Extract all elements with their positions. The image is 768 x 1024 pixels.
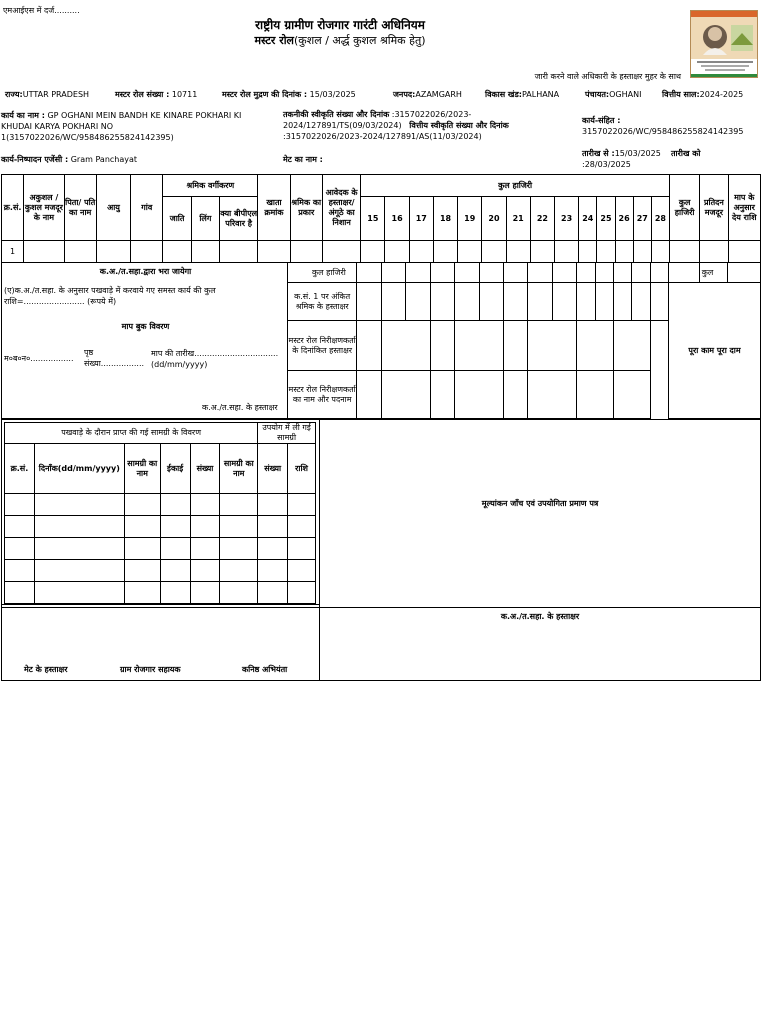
je-fill-heading: क.अ./त.सहा.द्वारा भरा जायेगा bbox=[99, 267, 192, 276]
col-daily-wage: प्रतिदन मजदूर bbox=[700, 175, 728, 241]
signature-section bbox=[1, 607, 761, 681]
col-worker-type: श्रमिक का प्रकार bbox=[290, 175, 322, 241]
district-field: जनपद:AZAMGARH bbox=[393, 90, 462, 99]
financial-year-field: वित्तीय साल:2024-2025 bbox=[662, 90, 744, 99]
junior-engineer-signature: कनिष्ठ अभियंता bbox=[242, 665, 288, 674]
day-19: 19 bbox=[458, 197, 482, 241]
muster-number-field: मस्टर रोल संख्या : 10711 bbox=[115, 90, 198, 99]
gandhi-mgnrega-logo bbox=[690, 10, 758, 78]
page-subtitle bbox=[0, 33, 680, 48]
measurement-book-heading: माप बुक विवरण bbox=[121, 322, 170, 331]
col-account: खाता क्रमांक bbox=[258, 175, 290, 241]
mis-entry-note: एमआईएस में दर्ज.......... bbox=[3, 6, 80, 15]
print-date-field: मस्टर रोल मुद्रण की दिनांक : 15/03/2025 bbox=[222, 90, 356, 99]
page-title: राष्ट्रीय ग्रामीण रोजगार गारंटी अधिनियम bbox=[255, 18, 425, 32]
day-25: 25 bbox=[597, 197, 615, 241]
mat-col-amount: राशि bbox=[288, 444, 316, 494]
je-signature-label: क.अ./त.सहा. के हस्ताक्षर bbox=[202, 403, 278, 412]
day-17: 17 bbox=[409, 197, 433, 241]
date-range-field: तारीख से :15/03/2025 तारीख को :28/03/2025 bbox=[582, 149, 701, 169]
col-village: गांव bbox=[131, 175, 163, 241]
full-work-full-wage: पूरा काम पूरा दाम bbox=[669, 283, 761, 419]
day-28: 28 bbox=[651, 197, 669, 241]
day-22: 22 bbox=[530, 197, 554, 241]
state-field: राज्य:UTTAR PRADESH bbox=[5, 90, 90, 99]
day-16: 16 bbox=[385, 197, 409, 241]
subtitle-rest: (कुशल / अर्द्ध कुशल श्रमिक हेतु) bbox=[294, 34, 426, 47]
summary-table bbox=[287, 262, 761, 419]
panchayat-field: पंचायत:OGHANI bbox=[585, 90, 642, 99]
work-code-block: कार्य-संहित : 3157022026/WC/958486255824142395 bbox=[582, 116, 744, 136]
mat-col-used-qty: संख्या bbox=[258, 444, 288, 494]
col-worker-class: श्रमिक वर्गीकरण bbox=[163, 175, 258, 197]
je-fill-section bbox=[1, 263, 288, 419]
sum-inspector-name-label: मस्टर रोल निरीक्षणकर्ता का नाम और पदनाम bbox=[288, 371, 357, 419]
material-used-heading: उपयोग में ली गई सामग्री bbox=[258, 423, 316, 444]
sum-total-attendance-label: कुल हाजिरी bbox=[288, 263, 357, 283]
sum-kul-label: कुल bbox=[699, 263, 728, 283]
col-applicant-sign: आवेदक के हस्ताक्षर/ अंगूठे का निशान bbox=[322, 175, 360, 241]
col-sno: क्र.सं. bbox=[2, 175, 24, 241]
day-24: 24 bbox=[579, 197, 597, 241]
gram-rozgar-sahayak-signature: ग्राम रोजगार सहायक bbox=[120, 665, 181, 674]
block-field: विकास खंड:PALHANA bbox=[485, 90, 560, 99]
col-payable-amount: माप के अनुसार देय राशि bbox=[728, 175, 760, 241]
col-gender: लिंग bbox=[191, 197, 219, 241]
page-number-field: पृष्ठ संख्या................. bbox=[84, 348, 145, 368]
mat-col-date: दिनाँक(dd/mm/yyyy) bbox=[34, 444, 124, 494]
subtitle-bold: मस्टर रोल bbox=[254, 34, 295, 47]
day-21: 21 bbox=[506, 197, 530, 241]
mate-name-field: मेट का नाम : bbox=[283, 155, 323, 164]
mat-col-name: सामग्री का नाम bbox=[124, 444, 160, 494]
work-name-block: कार्य का नाम : GP OGHANI MEIN BANDH KE KINARE POKHARI KI KHUDAI KARYA POKHARI NO 1(3157022026/WC/958486255824142395) bbox=[1, 111, 242, 142]
col-attendance: कुल हाजिरी bbox=[361, 175, 670, 197]
table-row bbox=[2, 241, 761, 263]
sum-inspector-dated-sign-label: मस्टर रोल निरीक्षणकर्ता के दिनांकित हस्ताक्षर bbox=[288, 321, 357, 371]
day-18: 18 bbox=[433, 197, 457, 241]
mb-number-field: म०ब०न०................. bbox=[4, 354, 74, 363]
day-23: 23 bbox=[555, 197, 579, 241]
day-15: 15 bbox=[361, 197, 385, 241]
issuing-officer-signature: जारी करने वाले अधिकारी के हस्ताक्षर मुहर के साथ bbox=[534, 72, 681, 81]
col-bpl: क्या बीपीएल परिवार है bbox=[219, 197, 257, 241]
material-received-heading: पखवाड़े के दौरान प्राप्त की गई सामग्री के विवरण bbox=[5, 423, 258, 444]
table-row bbox=[5, 582, 316, 604]
table-row bbox=[5, 516, 316, 538]
col-father-name: पिता/ पति का नाम bbox=[64, 175, 96, 241]
day-26: 26 bbox=[615, 197, 633, 241]
day-20: 20 bbox=[482, 197, 506, 241]
mate-signature: मेट के हस्ताक्षर bbox=[24, 665, 68, 674]
mb-date-field: माप की तारीख................................. (dd/mm/yyyy) bbox=[151, 349, 279, 369]
material-table bbox=[4, 422, 316, 604]
mat-col-qty: संख्या bbox=[190, 444, 220, 494]
col-total-attendance: कुल हाजिरी bbox=[670, 175, 700, 241]
agency-field: कार्य-निष्पादन एजेंसी : Gram Panchayat bbox=[1, 155, 138, 164]
row-sno: 1 bbox=[2, 241, 24, 263]
total-amount-note: (ए)क.अ./त.सहा. के अनुसार पखवाड़े में करवाये गए समस्त कार्य की कुल राशि=........................ (रूपये में) bbox=[4, 286, 216, 306]
col-age: आयु bbox=[96, 175, 130, 241]
je-signature-footer: क.अ./त.सहा. के हस्ताक्षर bbox=[500, 612, 580, 621]
col-caste: जाति bbox=[163, 197, 191, 241]
day-27: 27 bbox=[633, 197, 651, 241]
table-row bbox=[5, 560, 316, 582]
muster-roll-table bbox=[1, 174, 761, 263]
col-worker-name: अकुशल / कुशल मजदूर के नाम bbox=[24, 175, 64, 241]
mat-col-unit: ईकाई bbox=[160, 444, 190, 494]
sum-worker-sign-label: क.सं. 1 पर अंकित श्रमिक के हस्ताक्षर bbox=[288, 283, 357, 321]
table-row bbox=[5, 494, 316, 516]
mat-col-used-name: सामग्री का नाम bbox=[220, 444, 258, 494]
mat-col-sno: क्र.सं. bbox=[5, 444, 35, 494]
sanction-block: तकनीकी स्वीकृति संख्या और दिनांक :3157022026/2023- 2024/127891/TS(09/03/2024) वित्तीय स्वीकृति संख्या और दिनांक :3157022026/2023-2024/127891/AS(11/03/2024) bbox=[283, 110, 509, 141]
table-row bbox=[5, 538, 316, 560]
evaluation-certificate: मूल्यांकन जाँच एवं उपयोगिता प्रमाण पत्र bbox=[481, 499, 599, 508]
